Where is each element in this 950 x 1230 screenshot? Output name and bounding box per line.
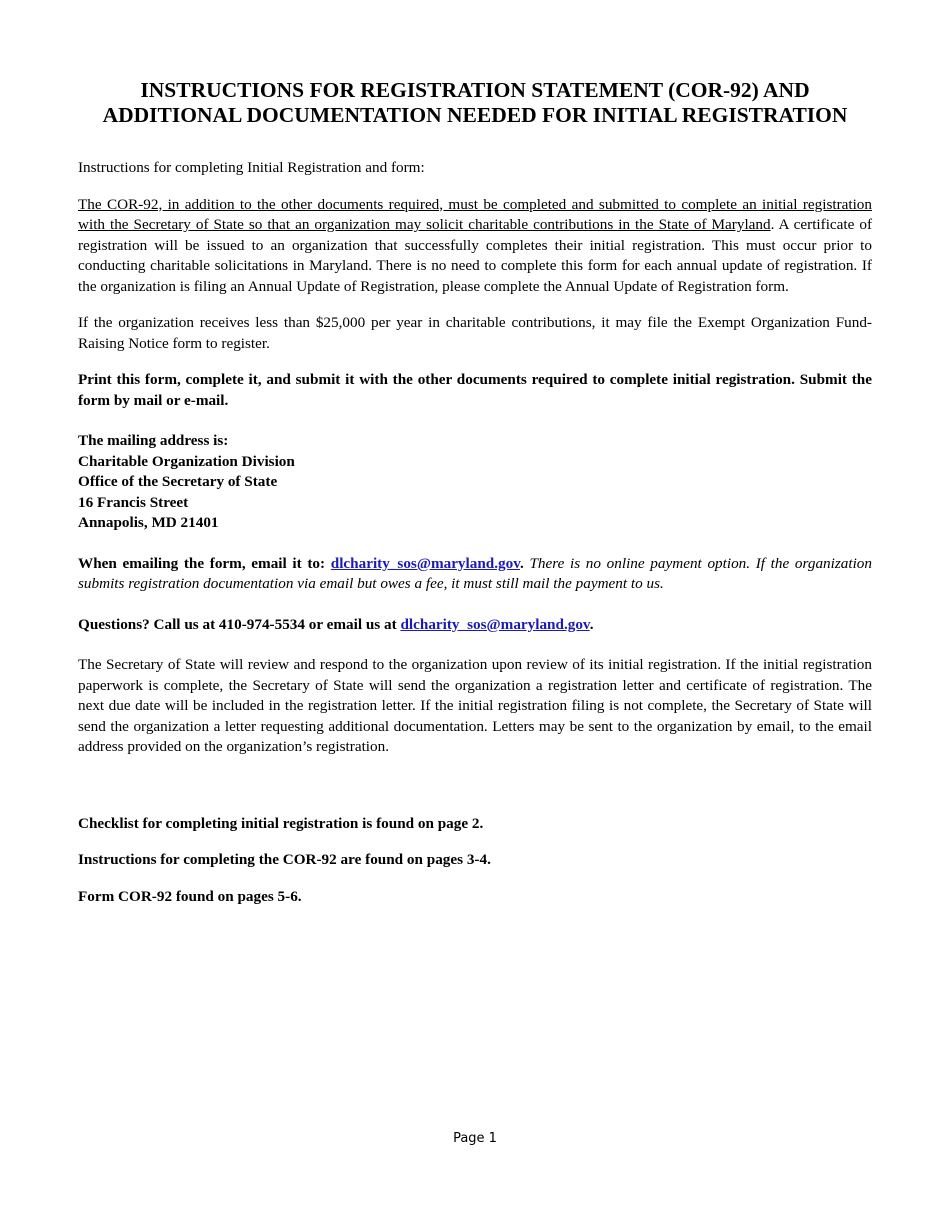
document-title (78, 78, 872, 128)
address-line: Annapolis, MD 21401 (78, 514, 219, 531)
title-line-2: ADDITIONAL DOCUMENTATION NEEDED FOR INITIAL REGISTRATION (102, 103, 848, 127)
email-link[interactable]: dlcharity_sos@maryland.gov (330, 554, 520, 572)
cor92-paragraph (78, 195, 872, 298)
address-line: Charitable Organization Division (78, 452, 295, 470)
payment-note: There is no online payment option. If the organization submits registration documentation via email but owes a fee, it must still mail the payment to us. (78, 554, 872, 592)
questions-line (78, 615, 872, 636)
email-instructions (78, 554, 872, 595)
questions-email-link[interactable]: dlcharity_sos@maryland.gov (400, 615, 590, 633)
intro-text: Instructions for completing Initial Registration and form: (78, 159, 425, 176)
cor92-instructions-note: Instructions for completing the COR-92 are found on pages 3-4. (78, 851, 491, 868)
mailing-address-heading: The mailing address is: (78, 432, 229, 449)
email-dot: . (519, 554, 524, 572)
title-line-1: INSTRUCTIONS FOR REGISTRATION STATEMENT (COR-92) AND (140, 78, 810, 102)
page-number: Page 1 (453, 1131, 497, 1146)
questions-dot: . (589, 615, 594, 633)
print-instructions: Print this form, complete it, and submit it with the other documents required to complete initial registration. Submit the form by mail or e-mail. (78, 371, 872, 409)
checklist-note: Checklist for completing initial registration is found on page 2. (78, 814, 484, 832)
mailing-address (78, 431, 872, 534)
cor92-rest-text: . A certificate of registration will be issued to an organization that successfully completes their initial registration. This must occur prior to conducting charitable solicitations in Maryland. There is no need to complete this form for each annual update of registration. If the organization is filing an Annual Update of Registration, please complete the Annual Update of Registration form. (78, 216, 872, 295)
form-pages-note: Form COR-92 found on pages 5-6. (78, 887, 302, 905)
exempt-paragraph: If the organization receives less than $25,000 per year in charitable contributions, it may file the Exempt Organization Fund-Raising Notice form to register. (78, 314, 872, 352)
cor92-underlined-text: The COR-92, in addition to the other documents required, must be completed and submitted to complete an initial registration with the Secretary of State so that an organization may solicit charitable contributions in the State of Maryland (78, 195, 872, 233)
address-line: 16 Francis Street (78, 493, 189, 511)
document-page (78, 78, 872, 907)
questions-prefix: Questions? Call us at 410-974-5534 or email us at (78, 615, 401, 633)
address-line: Office of the Secretary of State (78, 473, 278, 490)
email-prefix: When emailing the form, email it to: (78, 554, 331, 572)
review-paragraph: The Secretary of State will review and respond to the organization upon review of its initial registration. If the initial registration paperwork is complete, the Secretary of State will send the organization a registration letter and certificate of registration. The next due date will be included in the registration letter. If the initial registration filing is not complete, the Secretary of State will send the organization a letter requesting additional documentation. Letters may be sent to the organization by email, to the email address provided on the organization’s registration. (78, 656, 872, 755)
